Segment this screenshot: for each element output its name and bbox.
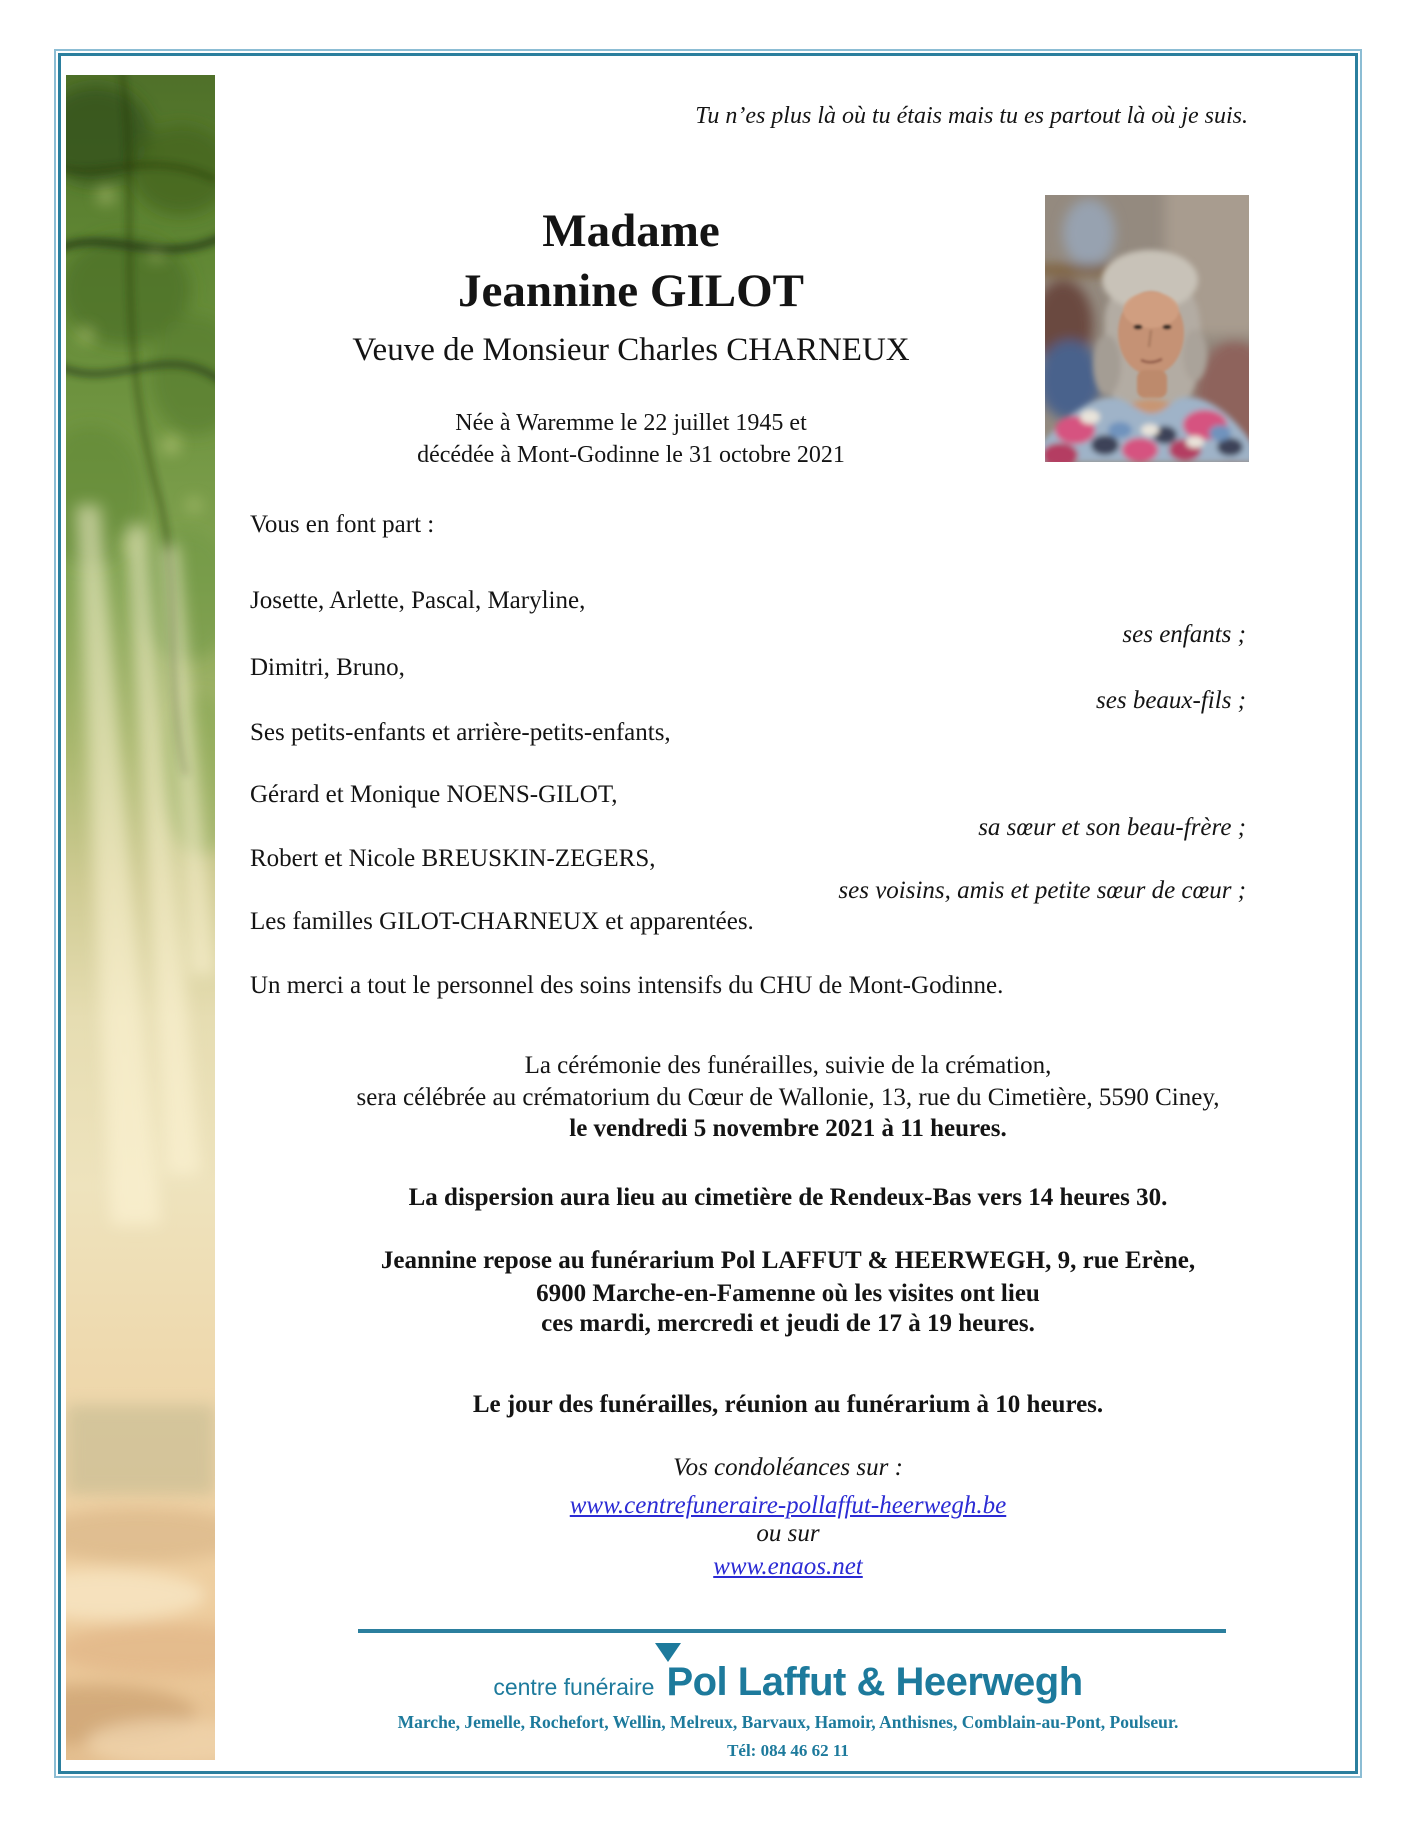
widow-line: Veuve de Monsieur Charles CHARNEUX bbox=[352, 332, 910, 368]
ceremony-line-3: le vendredi 5 novembre 2021 à 11 heures. bbox=[569, 1115, 1007, 1142]
relation-line: sa sœur et son beau-frère ; bbox=[978, 814, 1246, 841]
sidebar-nature-image bbox=[66, 75, 215, 1760]
footer-locations: Marche, Jemelle, Rochefort, Wellin, Melreux, Barvaux, Hamoir, Anthisnes, Comblain-au-Pont, Poulseur. bbox=[397, 1712, 1179, 1732]
condolences-link-2-wrap bbox=[215, 1551, 1361, 1582]
ceremony-line-2: sera célébrée au crématorium du Cœur de Wallonie, 13, rue du Cimetière, 5590 Ciney, bbox=[356, 1084, 1220, 1111]
family-names-line: Josette, Arlette, Pascal, Maryline, bbox=[250, 587, 586, 614]
condolences-intro: Vos condoléances sur : bbox=[673, 1454, 903, 1481]
footer-separator-line bbox=[358, 1629, 1226, 1633]
portrait-photo bbox=[1045, 195, 1249, 462]
condolences-or-text: ou sur bbox=[756, 1520, 820, 1547]
announcement-intro: Vous en font part : bbox=[250, 511, 435, 538]
relation-line: ses enfants ; bbox=[1122, 621, 1246, 648]
brand-name: Pol Laffut & Heerwegh bbox=[666, 1660, 1083, 1704]
family-names-line: Les familles GILOT-CHARNEUX et apparentées. bbox=[250, 908, 754, 935]
family-names-line: Ses petits-enfants et arrière-petits-enfants, bbox=[250, 719, 671, 746]
footer-phone: Tél: 084 46 62 11 bbox=[727, 1741, 849, 1760]
relation-line: ses voisins, amis et petite sœur de cœur ; bbox=[838, 877, 1246, 904]
funeral-home-logo bbox=[215, 1660, 1361, 1705]
dispersion-line: La dispersion aura lieu au cimetière de Rendeux-Bas vers 14 heures 30. bbox=[408, 1184, 1168, 1211]
family-names-line: Dimitri, Bruno, bbox=[250, 654, 405, 681]
brand-prefix: centre funéraire bbox=[493, 1674, 655, 1700]
opening-quote: Tu n’es plus là où tu étais mais tu es partout là où je suis. bbox=[695, 103, 1248, 129]
birth-line: Née à Waremme le 22 juillet 1945 et bbox=[455, 410, 807, 436]
deceased-name: Jeannine GILOT bbox=[457, 265, 805, 317]
repose-line-1: Jeannine repose au funérarium Pol LAFFUT & HEERWEGH, 9, rue Erène, bbox=[380, 1247, 1196, 1274]
condolences-link-funeral-home[interactable]: www.centrefuneraire-pollaffut-heerwegh.be bbox=[569, 1492, 1007, 1519]
title-madame: Madame bbox=[542, 205, 720, 257]
death-line: décédée à Mont-Godinne le 31 octobre 2021 bbox=[417, 442, 845, 468]
condolences-link-1-wrap bbox=[215, 1490, 1361, 1521]
condolences-link-enaos[interactable]: www.enaos.net bbox=[713, 1553, 863, 1580]
reunion-line: Le jour des funérailles, réunion au funérarium à 10 heures. bbox=[472, 1391, 1104, 1418]
repose-line-2: 6900 Marche-en-Famenne où les visites ont lieu bbox=[536, 1280, 1040, 1307]
ceremony-line-1: La cérémonie des funérailles, suivie de la crémation, bbox=[524, 1052, 1052, 1079]
relation-line: ses beaux-fils ; bbox=[1096, 687, 1246, 714]
family-names-line: Robert et Nicole BREUSKIN-ZEGERS, bbox=[250, 845, 656, 872]
repose-line-3: ces mardi, mercredi et jeudi de 17 à 19 heures. bbox=[541, 1310, 1035, 1337]
family-names-line: Gérard et Monique NOENS-GILOT, bbox=[250, 781, 618, 808]
thanks-line: Un merci a tout le personnel des soins intensifs du CHU de Mont-Godinne. bbox=[250, 972, 1004, 999]
